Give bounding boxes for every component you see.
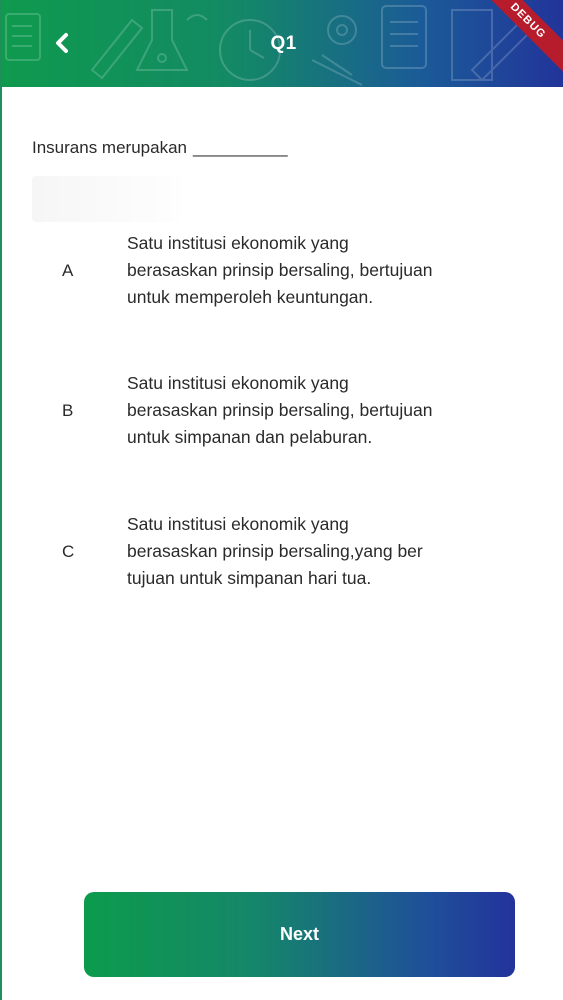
option-line: tujuan untuk simpanan hari tua. [127, 568, 372, 588]
option-line: berasaskan prinsip bersaling, bertujuan [127, 400, 433, 420]
question-text [32, 138, 288, 158]
question-prompt: Insurans merupakan [32, 138, 187, 157]
option-line: berasaskan prinsip bersaling,yang ber [127, 541, 423, 561]
option-a[interactable] [32, 230, 532, 311]
option-line: Satu institusi ekonomik yang [127, 373, 349, 393]
option-b[interactable] [32, 370, 532, 451]
app-bar [2, 0, 563, 87]
option-letter: A [62, 260, 74, 280]
option-text [127, 370, 527, 451]
option-line: Satu institusi ekonomik yang [127, 233, 349, 253]
option-letter: B [62, 400, 74, 420]
option-line: untuk simpanan dan pelaburan. [127, 427, 373, 447]
option-c[interactable] [32, 511, 532, 592]
page-title: Q1 [270, 33, 297, 54]
faded-placeholder [32, 176, 182, 222]
option-letter: C [62, 541, 75, 561]
debug-banner: DEBUG [467, 0, 563, 82]
option-line: untuk memperoleh keuntungan. [127, 287, 374, 307]
next-button[interactable]: Next [84, 892, 515, 977]
option-line: Satu institusi ekonomik yang [127, 514, 349, 534]
option-text [127, 511, 527, 592]
option-line: berasaskan prinsip bersaling, bertujuan [127, 260, 433, 280]
option-text [127, 230, 527, 311]
question-blank: __________ [192, 138, 288, 157]
